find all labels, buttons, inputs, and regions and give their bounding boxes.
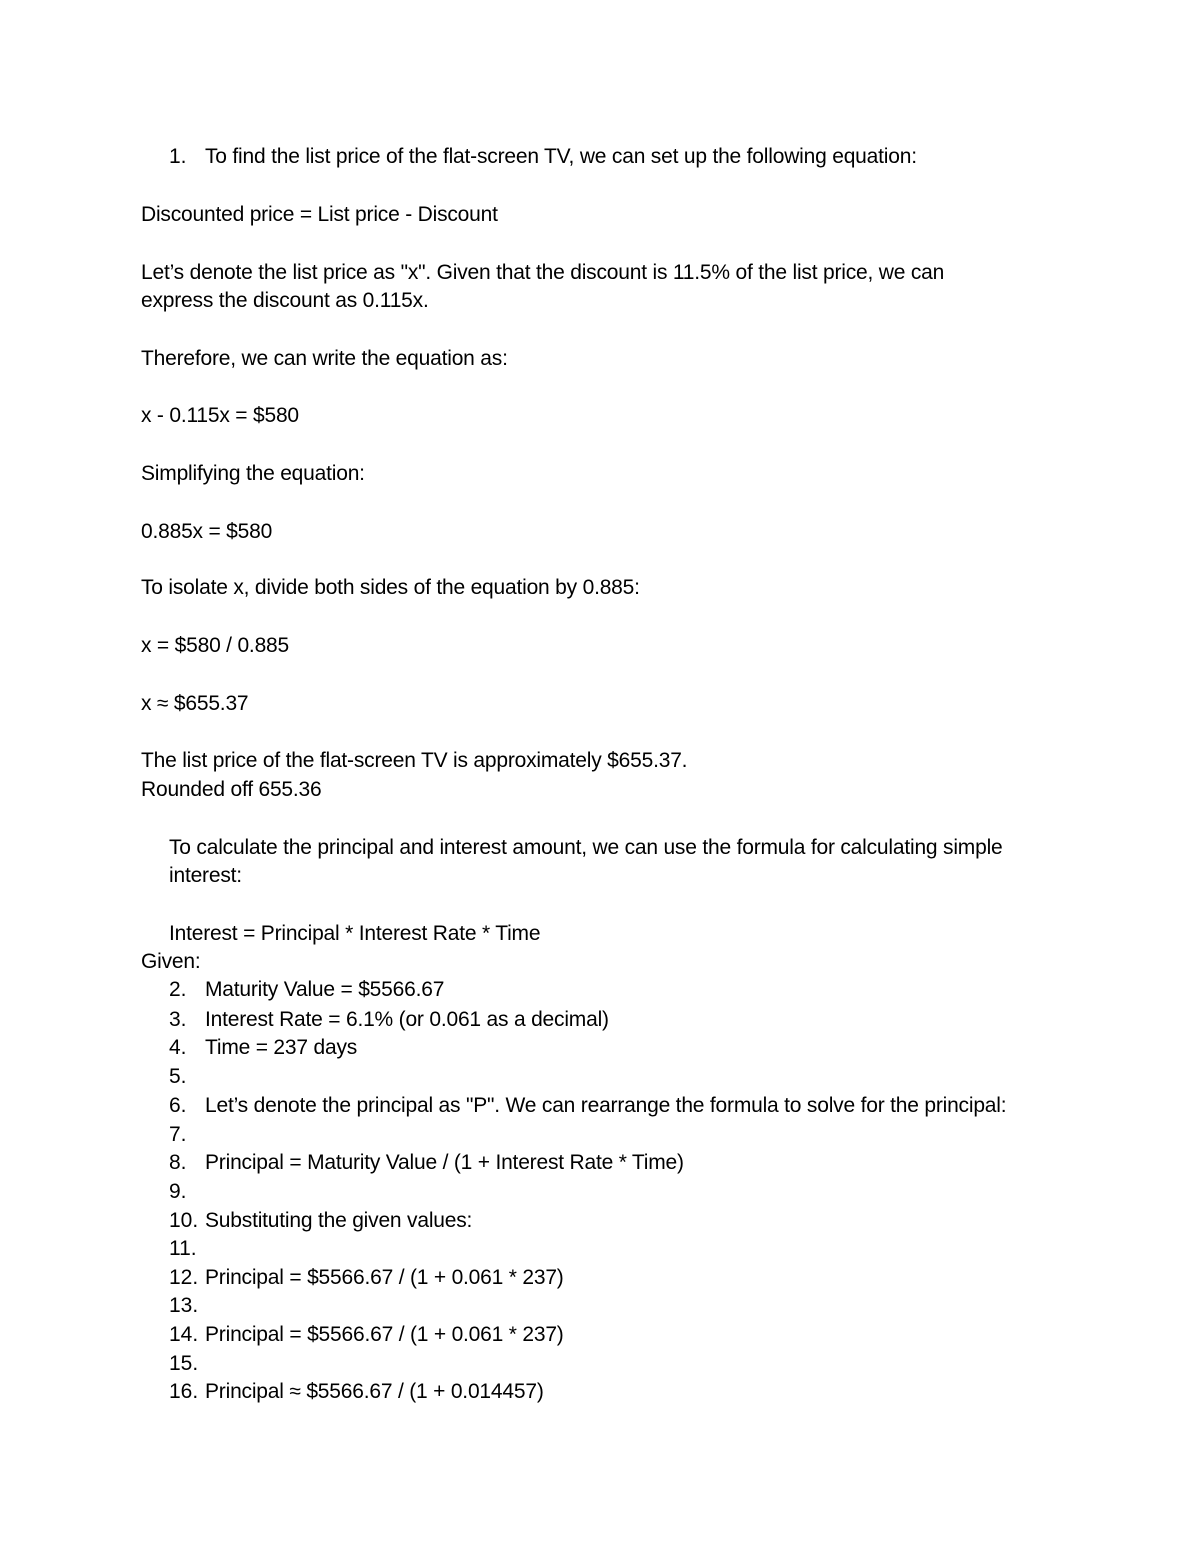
list-item-text: Principal ≈ $5566.67 / (1 + 0.014457)	[205, 1380, 544, 1403]
discount-formula: Discounted price = List price - Discount	[141, 203, 498, 226]
list-item-text: Principal = $5566.67 / (1 + 0.061 * 237)	[205, 1323, 564, 1346]
list-item-number: 1.	[169, 145, 187, 168]
denote-text-line-1: Let’s denote the list price as "x". Given that the discount is 11.5% of the list price, we can	[141, 261, 945, 284]
list-item-number: 8.	[169, 1151, 187, 1174]
list-item-text: Principal = Maturity Value / (1 + Interest Rate * Time)	[205, 1151, 684, 1174]
problem-intro: To find the list price of the flat-screen TV, we can set up the following equation:	[205, 145, 917, 168]
list-item-number: 4.	[169, 1036, 187, 1059]
interest-formula: Interest = Principal * Interest Rate * Time	[169, 922, 541, 945]
given-label: Given:	[141, 950, 201, 973]
simplify-text: Simplifying the equation:	[141, 462, 365, 485]
list-item-text: Substituting the given values:	[205, 1209, 473, 1232]
equation-1: x - 0.115x = $580	[141, 404, 299, 427]
interest-intro-line-1: To calculate the principal and interest amount, we can use the formula for calculating simple	[169, 836, 1003, 859]
list-item-number: 2.	[169, 978, 187, 1001]
list-item-text: Let’s denote the principal as "P". We can rearrange the formula to solve for the principal:	[205, 1094, 1007, 1117]
list-item-number: 6.	[169, 1094, 187, 1117]
therefore-text: Therefore, we can write the equation as:	[141, 347, 508, 370]
list-item-number: 12.	[169, 1266, 199, 1289]
list-item-number: 16.	[169, 1380, 199, 1403]
list-item-number: 10.	[169, 1209, 199, 1232]
list-item-number: 3.	[169, 1008, 187, 1031]
list-item-text: Time = 237 days	[205, 1036, 358, 1059]
list-item-text: Maturity Value = $5566.67	[205, 978, 445, 1001]
list-item-number: 14.	[169, 1323, 199, 1346]
list-item-number: 15.	[169, 1352, 199, 1375]
list-item-number: 7.	[169, 1123, 187, 1146]
list-item-text: Interest Rate = 6.1% (or 0.061 as a decimal)	[205, 1008, 609, 1031]
interest-intro-line-2: interest:	[169, 864, 242, 887]
equation-3: x = $580 / 0.885	[141, 634, 290, 657]
rounded-text: Rounded off 655.36	[141, 778, 322, 801]
equation-2: 0.885x = $580	[141, 520, 273, 543]
list-item-number: 11.	[169, 1237, 197, 1260]
list-item-text: Principal = $5566.67 / (1 + 0.061 * 237)	[205, 1266, 564, 1289]
list-item-number: 5.	[169, 1065, 187, 1088]
isolate-text: To isolate x, divide both sides of the equation by 0.885:	[141, 576, 640, 599]
conclusion-text: The list price of the flat-screen TV is approximately $655.37.	[141, 749, 688, 772]
equation-4: x ≈ $655.37	[141, 692, 249, 715]
list-item-number: 9.	[169, 1180, 187, 1203]
list-item-number: 13.	[169, 1294, 199, 1317]
denote-text-line-2: express the discount as 0.115x.	[141, 289, 429, 312]
